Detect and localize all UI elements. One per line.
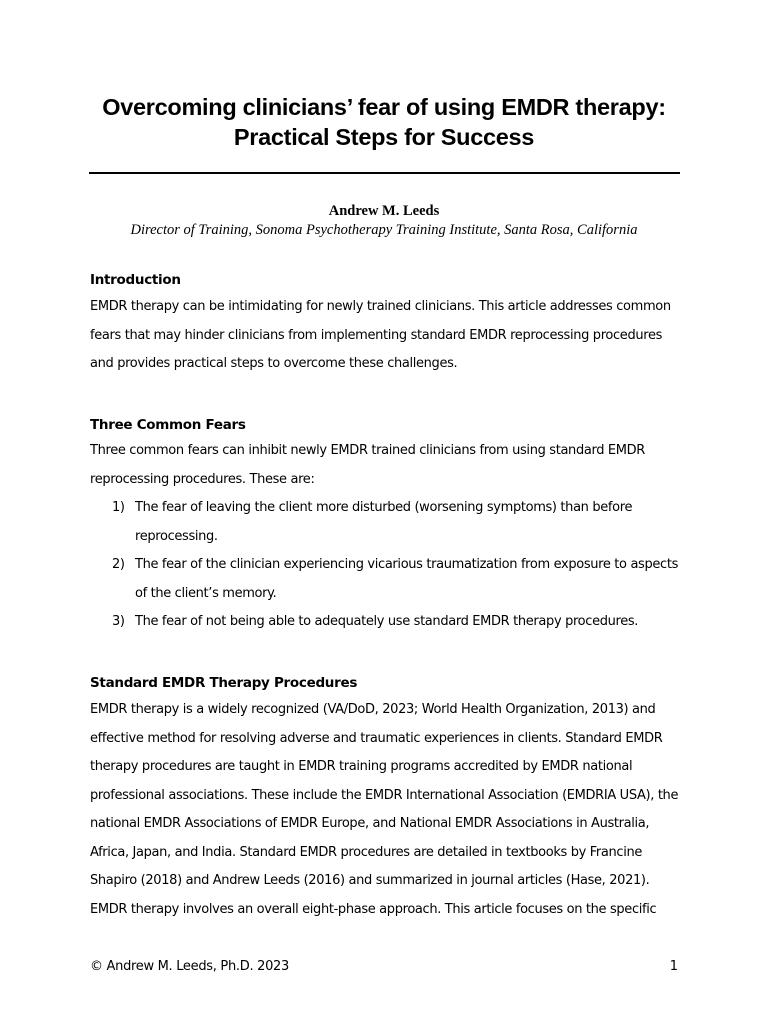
list-item-line: The fear of not being able to adequately use standard EMDR therapy procedures. bbox=[135, 614, 639, 629]
procedures-line: EMDR therapy involves an overall eight-phase approach. This article focuses on the specific bbox=[90, 901, 657, 917]
procedures-line: national EMDR Associations of EMDR Europe, and National EMDR Associations in Australia, bbox=[90, 816, 650, 831]
fears-heading: Three Common Fears bbox=[90, 417, 246, 433]
procedures-line: therapy procedures are taught in EMDR training programs accredited by EMDR national bbox=[90, 759, 633, 774]
list-item bbox=[90, 494, 690, 551]
title-line-2: Practical Steps for Success bbox=[233, 124, 535, 150]
list-item-number: 2) bbox=[112, 557, 125, 572]
procedures-line: EMDR therapy is a widely recognized (VA/DoD, 2023; World Health Organization, 2013) and bbox=[90, 702, 656, 717]
procedures-heading: Standard EMDR Therapy Procedures bbox=[90, 675, 358, 691]
procedures-paragraph bbox=[90, 696, 690, 924]
fears-intro-paragraph bbox=[90, 437, 690, 494]
procedures-line: Africa, Japan, and India. Standard EMDR procedures are detailed in textbooks by Francine bbox=[90, 844, 643, 860]
introduction-paragraph bbox=[90, 293, 690, 379]
list-item-line: of the client’s memory. bbox=[135, 585, 277, 601]
fears-list bbox=[90, 494, 690, 637]
author-name: Andrew M. Leeds bbox=[328, 203, 440, 219]
introduction-line: EMDR therapy can be intimidating for newly trained clinicians. This article addresses common bbox=[90, 299, 671, 314]
introduction-heading: Introduction bbox=[90, 272, 181, 288]
title-line-1: Overcoming clinicians’ fear of using EMDR therapy: bbox=[102, 94, 666, 120]
fears-intro-line: reprocessing procedures. These are: bbox=[90, 471, 315, 487]
fears-intro-line: Three common fears can inhibit newly EMDR trained clinicians from using standard EMDR bbox=[90, 443, 645, 458]
list-item bbox=[90, 608, 690, 637]
title-divider bbox=[89, 172, 680, 174]
list-item-number: 1) bbox=[112, 500, 125, 515]
introduction-line: and provides practical steps to overcome these challenges. bbox=[90, 356, 458, 371]
procedures-line: professional associations. These include the EMDR International Association (EMDRIA USA), the bbox=[90, 787, 679, 803]
author-affiliation: Director of Training, Sonoma Psychotherapy Training Institute, Santa Rosa, California bbox=[130, 222, 638, 238]
document-title bbox=[60, 92, 708, 152]
procedures-line: effective method for resolving adverse and traumatic experiences in clients. Standard EMDR bbox=[90, 730, 663, 746]
procedures-line: Shapiro (2018) and Andrew Leeds (2016) and summarized in journal articles (Hase, 2021). bbox=[90, 873, 650, 888]
list-item-line: The fear of leaving the client more disturbed (worsening symptoms) than before bbox=[135, 500, 633, 515]
page-number: 1 bbox=[669, 959, 678, 974]
list-item-line: The fear of the clinician experiencing vicarious traumatization from exposure to aspects bbox=[135, 557, 678, 572]
introduction-line: fears that may hinder clinicians from implementing standard EMDR reprocessing procedures bbox=[90, 327, 663, 343]
list-item bbox=[90, 551, 690, 608]
list-item-line: reprocessing. bbox=[135, 528, 218, 544]
footer-copyright: © Andrew M. Leeds, Ph.D. 2023 bbox=[90, 959, 289, 974]
list-item-number: 3) bbox=[112, 614, 125, 629]
